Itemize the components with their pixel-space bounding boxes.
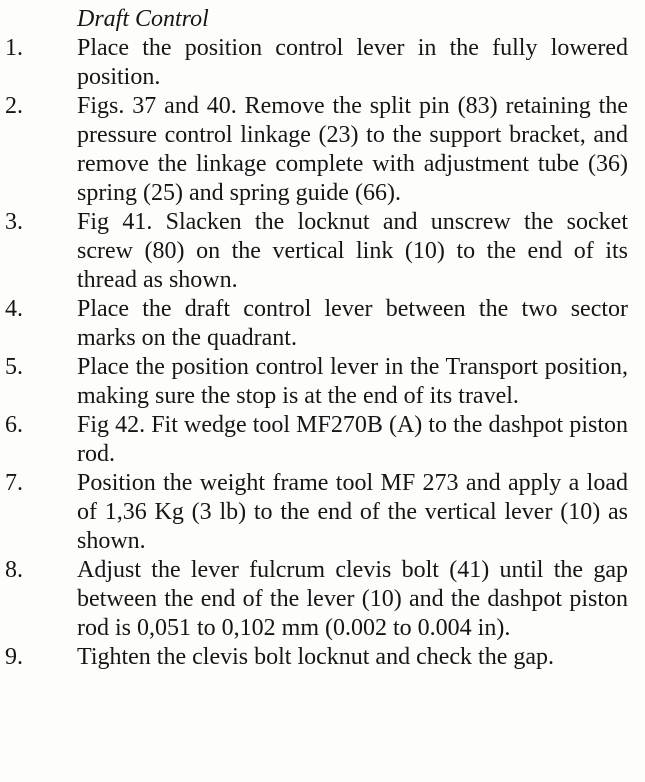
step-text: Place the position control lever in the Transport position, making sure the stop is at the end of its travel. [77,354,628,409]
step-number: 2. [5,93,23,119]
step-number: 7. [5,470,23,496]
step-text: Figs. 37 and 40. Remove the split pin (83) retaining the pressure control linkage (23) to the support bracket, and remove the linkage complete with adjustment tube (36) spring (25) and spring guide (66). [77,93,628,206]
section-heading: Draft Control [77,6,209,32]
step-text: Position the weight frame tool MF 273 and apply a load of 1,36 Kg (3 lb) to the end of the vertical lever (10) as shown. [77,470,628,554]
step-number: 1. [5,35,23,61]
step-number: 6. [5,412,23,438]
list-item [5,92,628,208]
step-number: 3. [5,209,23,235]
step-text: Tighten the clevis bolt locknut and check the gap. [77,644,555,670]
list-item [5,295,628,353]
step-number: 9. [5,644,23,670]
list-item [5,208,628,295]
step-number: 8. [5,557,23,583]
list-item [5,353,628,411]
list-item [5,469,628,556]
step-number: 5. [5,354,23,380]
list-item [5,411,628,469]
step-text: Fig 42. Fit wedge tool MF270B (A) to the dashpot piston rod. [77,412,628,467]
step-text: Fig 41. Slacken the locknut and unscrew the socket screw (80) on the vertical link (10) to the end of its thread as shown. [77,209,628,293]
step-number: 4. [5,296,23,322]
step-text: Place the draft control lever between the two sector marks on the quadrant. [77,296,628,351]
list-item [5,556,628,643]
list-item [5,643,628,672]
step-text: Adjust the lever fulcrum clevis bolt (41) until the gap between the end of the lever (10) and the dashpot piston rod is 0,051 to 0,102 mm (0.002 to 0.004 in). [77,557,628,641]
list-item [5,34,628,92]
step-text: Place the position control lever in the fully lowered position. [77,35,628,90]
instruction-list [5,34,628,672]
